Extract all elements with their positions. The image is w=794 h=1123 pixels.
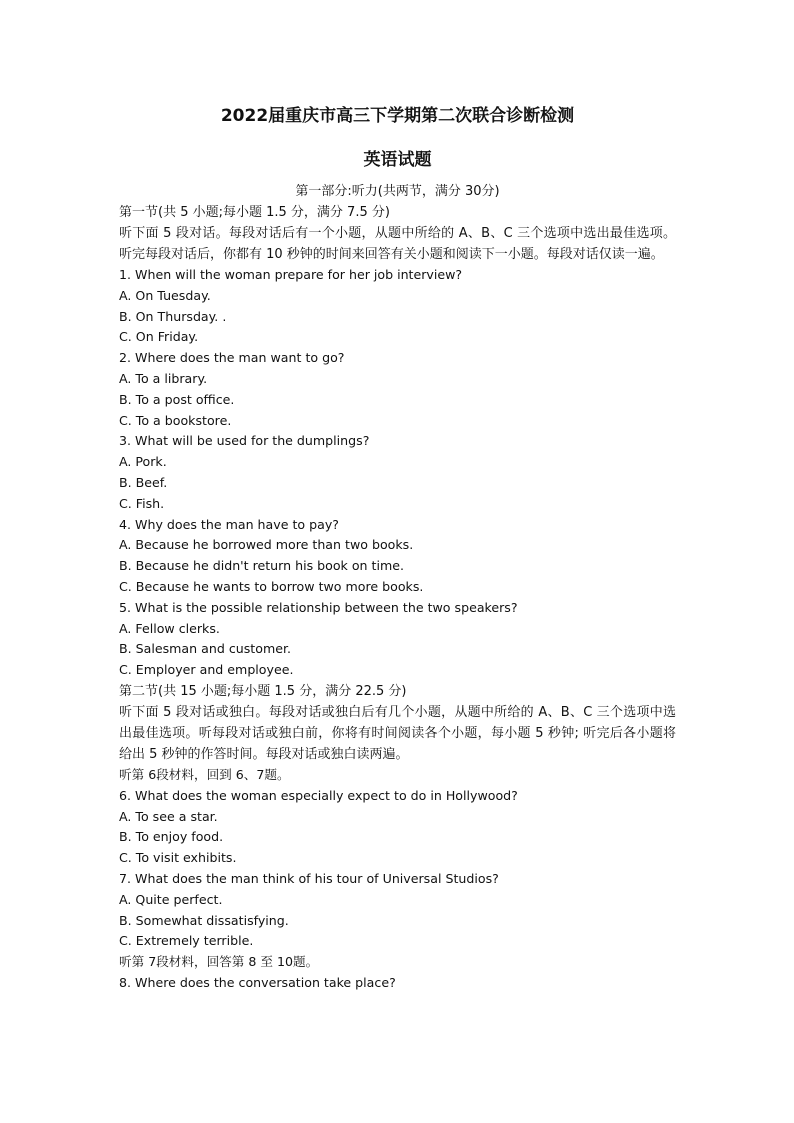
- question-line: B. Salesman and customer.: [119, 641, 291, 657]
- question-line: A. Because he borrowed more than two books.: [119, 537, 414, 553]
- question-line: 听第 6段材料，回到 6、7题。: [119, 766, 290, 782]
- question-line: C. Because he wants to borrow two more books.: [119, 578, 424, 594]
- section-two-instructions: 听下面 5 段对话或独白。每段对话或独白后有几个小题，从题中所给的 A、B、C 三个选项中选出最佳选项。听每段对话或独白前，你将有时间阅读各个小题，每小题 5 秒钟; 听完后各小题将给出 5 秒钟的作答时间。每段对话或独白读两遍。: [119, 704, 676, 762]
- question-line: B. Beef.: [119, 474, 168, 490]
- section-two-questions: [119, 765, 676, 994]
- section-one-heading: 第一节(共 5 小题;每小题 1.5 分，满分 7.5 分): [119, 205, 390, 220]
- question-line: B. Because he didn't return his book on time.: [119, 558, 404, 574]
- question-line: 7. What does the man think of his tour of Universal Studios?: [119, 870, 499, 886]
- question-line: A. To a library.: [119, 370, 208, 386]
- question-line: A. To see a star.: [119, 808, 218, 824]
- question-line: C. On Friday.: [119, 329, 199, 345]
- question-line: 听第 7段材料，回答第 8 至 10题。: [119, 954, 319, 970]
- question-line: C. To a bookstore.: [119, 412, 232, 428]
- question-line: 4. Why does the man have to pay?: [119, 516, 339, 532]
- part-one-heading: 第一部分:听力(共两节，满分 30分): [295, 184, 500, 199]
- section-two: [119, 681, 676, 994]
- question-line: 3. What will be used for the dumplings?: [119, 433, 370, 449]
- section-two-heading: 第二节(共 15 小题;每小题 1.5 分，满分 22.5 分): [119, 683, 407, 699]
- question-line: B. Somewhat dissatisfying.: [119, 912, 289, 928]
- section-one-instructions: 听下面 5 段对话。每段对话后有一个小题，从题中所给的 A、B、C 三个选项中选出最佳选项。听完每段对话后，你都有 10 秒钟的时间来回答有关小题和阅读下一小题。每段对话仅读一遍。: [119, 226, 676, 262]
- exam-subtitle: 英语试题: [363, 150, 432, 170]
- question-line: A. On Tuesday.: [119, 287, 211, 303]
- section-one-questions: [119, 265, 676, 681]
- question-line: A. Fellow clerks.: [119, 620, 220, 636]
- question-line: A. Quite perfect.: [119, 891, 223, 907]
- question-line: C. Fish.: [119, 495, 165, 511]
- question-line: B. On Thursday. .: [119, 308, 227, 324]
- question-line: C. Employer and employee.: [119, 662, 294, 678]
- exam-title: 2022届重庆市高三下学期第二次联合诊断检测: [220, 106, 575, 126]
- question-line: 1. When will the woman prepare for her job interview?: [119, 267, 463, 282]
- question-line: 8. Where does the conversation take place?: [119, 974, 396, 990]
- question-line: C. Extremely terrible.: [119, 933, 254, 949]
- question-line: 5. What is the possible relationship between the two speakers?: [119, 599, 518, 615]
- question-line: 6. What does the woman especially expect to do in Hollywood?: [119, 787, 518, 803]
- question-line: B. To enjoy food.: [119, 829, 224, 845]
- section-one: [119, 202, 676, 681]
- question-line: 2. Where does the man want to go?: [119, 350, 345, 366]
- question-line: B. To a post office.: [119, 391, 235, 407]
- question-line: A. Pork.: [119, 454, 167, 470]
- question-line: C. To visit exhibits.: [119, 850, 237, 866]
